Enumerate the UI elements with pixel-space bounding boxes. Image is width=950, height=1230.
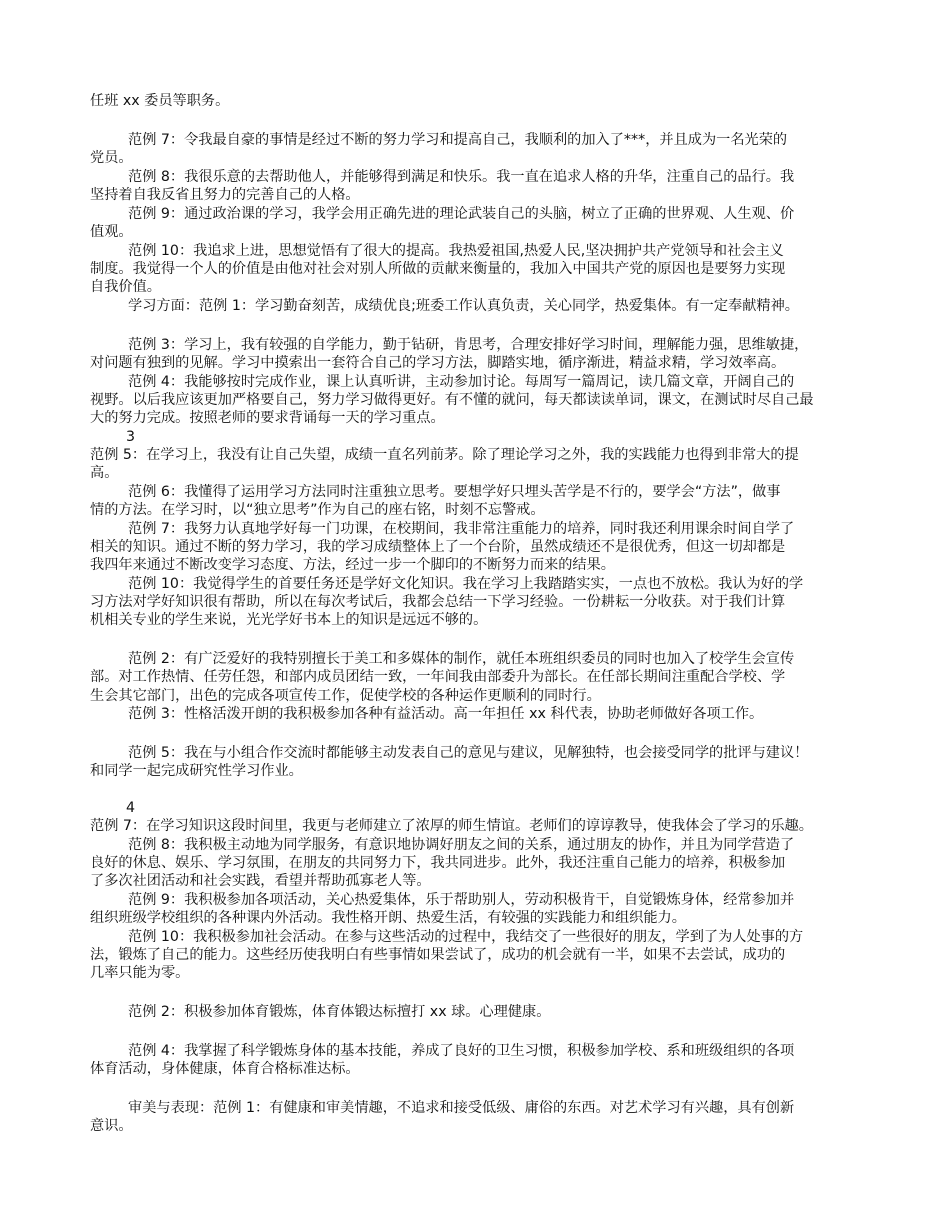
- text-line: 范例 10：我追求上进，思想觉悟有了很大的提高。我热爱祖国,热爱人民,坚决拥护共产党领导和社会主义: [128, 243, 784, 259]
- text-line: 机相关专业的学生来说，光光学好书本上的知识是远远不够的。: [90, 612, 488, 628]
- text-line: 范例 4：我掌握了科学锻炼身体的基本技能，养成了良好的卫生习惯，积极参加学校、系和班级组织的各项: [128, 1043, 795, 1059]
- text-line: 对问题有独到的见解。学习中摸索出一套符合自己的学习方法，脚踏实地，循序渐进，精益求精，学习效率高。: [90, 355, 786, 371]
- text-line: 视野。以后我应该更加严格要自己，努力学习做得更好。有不懂的就问，每天都读读单词，课文，在测试时尽自己最: [90, 392, 814, 408]
- text-line: 习方法对学好知识很有帮助，所以在每次考试后，我都会总结一下学习经验。一份耕耘一分收获。对于我们计算: [90, 594, 786, 610]
- text-line: 制度。我觉得一个人的价值是由他对社会对别人所做的贡献来衡量的，我加入中国共产党的原因也是要努力实现: [90, 261, 786, 277]
- text-line: 范例 4：我能够按时完成作业，课上认真听讲，主动参加讨论。每周写一篇周记，读几篇文章，开阔自己的: [128, 374, 795, 390]
- text-line: 任班 xx 委员等职务。: [90, 93, 230, 109]
- text-line: 大的努力完成。按照老师的要求背诵每一天的学习重点。: [90, 410, 445, 426]
- text-line: 范例 7：我努力认真地学好每一门功课，在校期间，我非常注重能力的培养，同时我还利用课余时间自学了: [128, 521, 795, 537]
- text-line: 范例 8：我很乐意的去帮助他人，并能够得到满足和快乐。我一直在追求人格的升华，注重自己的品行。我: [128, 169, 795, 185]
- text-line: 范例 7：在学习知识这段时间里，我更与老师建立了浓厚的师生情谊。老师们的谆谆教导，使我体会了学习的乐趣。: [90, 818, 813, 834]
- page-number: 4: [126, 800, 136, 816]
- text-line: 部。对工作热情、任劳任怨，和部内成员团结一致，一年间我由部委升为部长。在任部长期间注重配合学校、学: [90, 669, 786, 685]
- text-line: 范例 9：通过政治课的学习，我学会用正确先进的理论武装自己的头脑，树立了正确的世界观、人生观、价: [128, 206, 795, 222]
- text-line: 范例 7：令我最自豪的事情是经过不断的努力学习和提高自己，我顺利的加入了***，并且成为一名光荣的: [128, 132, 788, 148]
- text-line: 范例 6：我懂得了运用学习方法同时注重独立思考。要想学好只埋头苦学是不行的，要学会“方法”，做事: [128, 484, 781, 500]
- text-line: 范例 10：我觉得学生的首要任务还是学好文化知识。我在学习上我踏踏实实，一点也不放松。我认为好的学: [128, 576, 804, 592]
- text-line: 体育活动，身体健康，体育合格标准达标。: [90, 1061, 360, 1077]
- page-number: 3: [126, 429, 136, 445]
- text-line: 我四年来通过不断改变学习态度、方法，经过一步一个脚印的不断努力而来的结果。: [90, 557, 615, 573]
- text-line: 法，锻炼了自己的能力。这些经历使我明白有些事情如果尝试了，成功的机会就有一半，如果不去尝试，成功的: [90, 947, 786, 963]
- text-line: 自我价值。: [90, 279, 161, 295]
- text-line: 审美与表现：范例 1：有健康和审美情趣，不追求和接受低级、庸俗的东西。对艺术学习有兴趣，具有创新: [128, 1100, 795, 1116]
- text-line: 意识。: [90, 1118, 133, 1134]
- text-line: 范例 10：我积极参加社会活动。在参与这些活动的过程中，我结交了一些很好的朋友，学到了为人处事的方: [128, 929, 804, 945]
- text-line: 值观。: [90, 224, 133, 240]
- text-line: 党员。: [90, 150, 133, 166]
- text-line: 范例 2：有广泛爱好的我特别擅长于美工和多媒体的制作，就任本班组织委员的同时也加入了校学生会宣传: [128, 651, 795, 667]
- text-line: 情的方法。在学习时，以“独立思考”作为自己的座右铭，时刻不忘警戒。: [90, 502, 545, 518]
- text-line: 范例 2：积极参加体育锻炼，体育体锻达标擅打 xx 球。心理健康。: [128, 1004, 551, 1020]
- text-line: 学习方面：范例 1：学习勤奋刻苦，成绩优良;班委工作认真负责，关心同学，热爱集体。有一定奉献精神。: [128, 298, 799, 314]
- text-line: 良好的休息、娱乐、学习氛围，在朋友的共同努力下，我共同进步。此外，我还注重自己能力的培养，积极参加: [90, 855, 786, 871]
- text-line: 范例 8：我积极主动地为同学服务，有意识地协调好朋友之间的关系，通过朋友的协作，并且为同学营造了: [128, 837, 795, 853]
- text-line: 和同学一起完成研究性学习作业。: [90, 763, 303, 779]
- text-line: 坚持着自我反省且努力的完善自己的人格。: [90, 187, 360, 203]
- text-line: 范例 9：我积极参加各项活动，关心热爱集体，乐于帮助别人，劳动积极肯干，自觉锻炼身体，经常参加并: [128, 892, 795, 908]
- text-line: 范例 3：性格活泼开朗的我积极参加各种有益活动。高一年担任 xx 科代表，协助老师做好各项工作。: [128, 706, 764, 722]
- text-line: 组织班级学校组织的各种课内外活动。我性格开朗、热爱生活，有较强的实践能力和组织能力。: [90, 910, 686, 926]
- text-line: 范例 5：我在与小组合作交流时都能够主动发表自己的意见与建议，见解独特，也会接受同学的批评与建议！: [128, 745, 809, 761]
- text-line: 相关的知识。通过不断的努力学习，我的学习成绩整体上了一个台阶，虽然成绩还不是很优秀，但这一切却都是: [90, 539, 786, 555]
- text-line: 了多次社团活动和社会实践，看望并帮助孤寡老人等。: [90, 873, 431, 889]
- text-line: 生会其它部门，出色的完成各项宣传工作，促使学校的各种运作更顺利的同时行。: [90, 688, 601, 704]
- text-line: 范例 5：在学习上，我没有让自己失望，成绩一直名列前茅。除了理论学习之外，我的实践能力也得到非常大的提: [90, 447, 799, 463]
- text-line: 高。: [90, 465, 119, 481]
- text-line: 几率只能为零。: [90, 965, 190, 981]
- text-line: 范例 3：学习上，我有较强的自学能力，勤于钻研，肯思考，合理安排好学习时间，理解能力强，思维敏捷，: [128, 337, 809, 353]
